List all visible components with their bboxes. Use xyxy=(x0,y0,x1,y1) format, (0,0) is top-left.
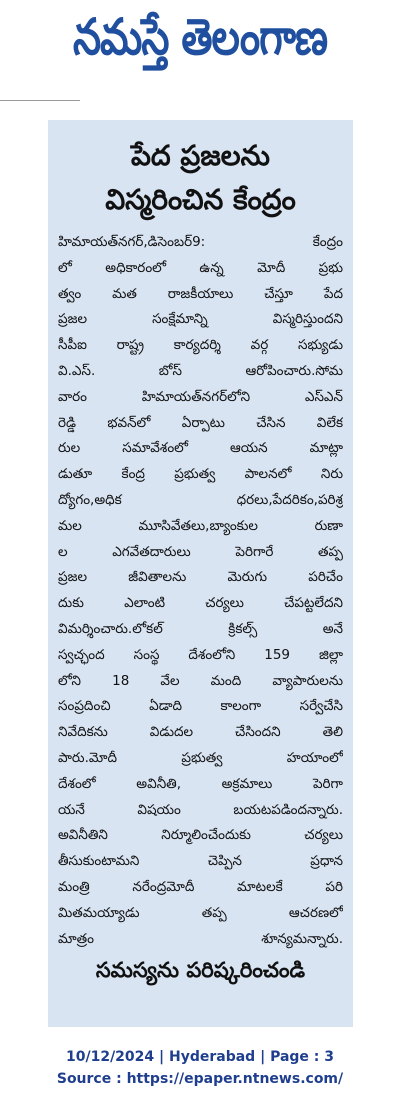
body-line: దేశంలో అవినీతి, అక్రమాలు పెరిగా xyxy=(58,775,343,792)
headline-line: పేద ప్రజలను xyxy=(131,139,270,172)
body-line: సంప్రదించి ఏడాది కాలంగా సర్వేచేసి xyxy=(58,698,343,715)
body-line: వారం హిమాయత్‌నగర్‌లోని ఎస్‌ఎన్ xyxy=(58,388,343,405)
body-line: అవినీతిని నిర్మూలించేందుకు చర్యలు xyxy=(58,827,343,844)
body-line: హిమాయత్‌నగర్,డిసెంబర్9: కేంద్రం xyxy=(58,234,343,250)
masthead-divider xyxy=(0,100,80,101)
article-subheadline: సమస్యను పరిష్కరించండి xyxy=(95,958,306,983)
body-line: ద్యోగం,అధిక ధరలు,పేదరికం,పరిశ్ర xyxy=(58,491,343,508)
body-line: వి.ఎస్. బోస్ ఆరోపించారు.సోమ xyxy=(58,362,343,379)
body-line: యనే విషయం బయటపడిందన్నారు. xyxy=(58,801,343,818)
body-line: ప్రజల జీవితాలను మెరుగు పరిచేం xyxy=(58,569,343,586)
body-line: విమర్శించారు.లోకల్ క్రికల్స్ అనే xyxy=(58,620,343,637)
body-line: రెడ్డి భవన్‌లో ఏర్పాటు చేసిన విలేక xyxy=(58,414,343,431)
newspaper-logo: నమస్తే తెలంగాణ xyxy=(72,9,328,67)
body-line: ప్రజల సంక్షేమాన్ని విస్మరిస్తుందని xyxy=(58,311,343,328)
body-line: మల మూసివేతలు,బ్యాంకుల రుణా xyxy=(58,517,343,534)
article-clipping xyxy=(48,120,353,1027)
body-line: మంత్రి నరేంద్రమోదీ మాటలకే పరి xyxy=(58,878,343,895)
body-line: నివేదికను విడుదల చేసిందని తెలి xyxy=(58,724,343,741)
source-line: Source : https://epaper.ntnews.com/ xyxy=(56,1071,344,1087)
body-line: పారు.మోదీ ప్రభుత్వ హయాంలో xyxy=(58,749,343,766)
body-line: దుకు ఎలాంటి చర్యలు చేపట్టలేదని xyxy=(58,595,343,612)
footer xyxy=(0,1046,400,1090)
body-line: స్వచ్ఛంద సంస్థ దేశంలోని 159 జిల్లా xyxy=(58,646,343,663)
masthead xyxy=(0,0,400,88)
article-headline xyxy=(48,134,353,222)
body-line: డుతూ కేంద్ర ప్రభుత్వ పాలనలో నిరు xyxy=(58,466,343,483)
body-line: లోని 18 వేల మంది వ్యాపారులను xyxy=(58,672,343,689)
article-body xyxy=(58,230,343,952)
date-location-page: 10/12/2024 | Hyderabad | Page : 3 xyxy=(65,1049,335,1065)
body-line: మితమయ్యాడు తప్ప ఆచరణలో xyxy=(58,904,343,921)
body-line: రుల సమావేశంలో ఆయన మాట్లా xyxy=(58,440,343,457)
body-line: తీసుకుంటామని చెప్పిన ప్రధాన xyxy=(58,853,343,870)
body-line: ల ఎగవేతదారులు పెరిగారే తప్ప xyxy=(58,543,343,560)
body-line: లో అధికారంలో ఉన్న మోదీ ప్రభు xyxy=(58,259,343,276)
body-line: త్వం మత రాజకీయాలు చేస్తూ పేద xyxy=(58,285,343,302)
headline-line: విస్మరించిన కేంద్రం xyxy=(105,183,296,216)
body-line: మాత్రం శూన్యమన్నారు. xyxy=(58,930,343,947)
body-line: సీపీఐ రాష్ట్ర కార్యదర్శి వర్గ సభ్యుడు xyxy=(58,337,343,354)
